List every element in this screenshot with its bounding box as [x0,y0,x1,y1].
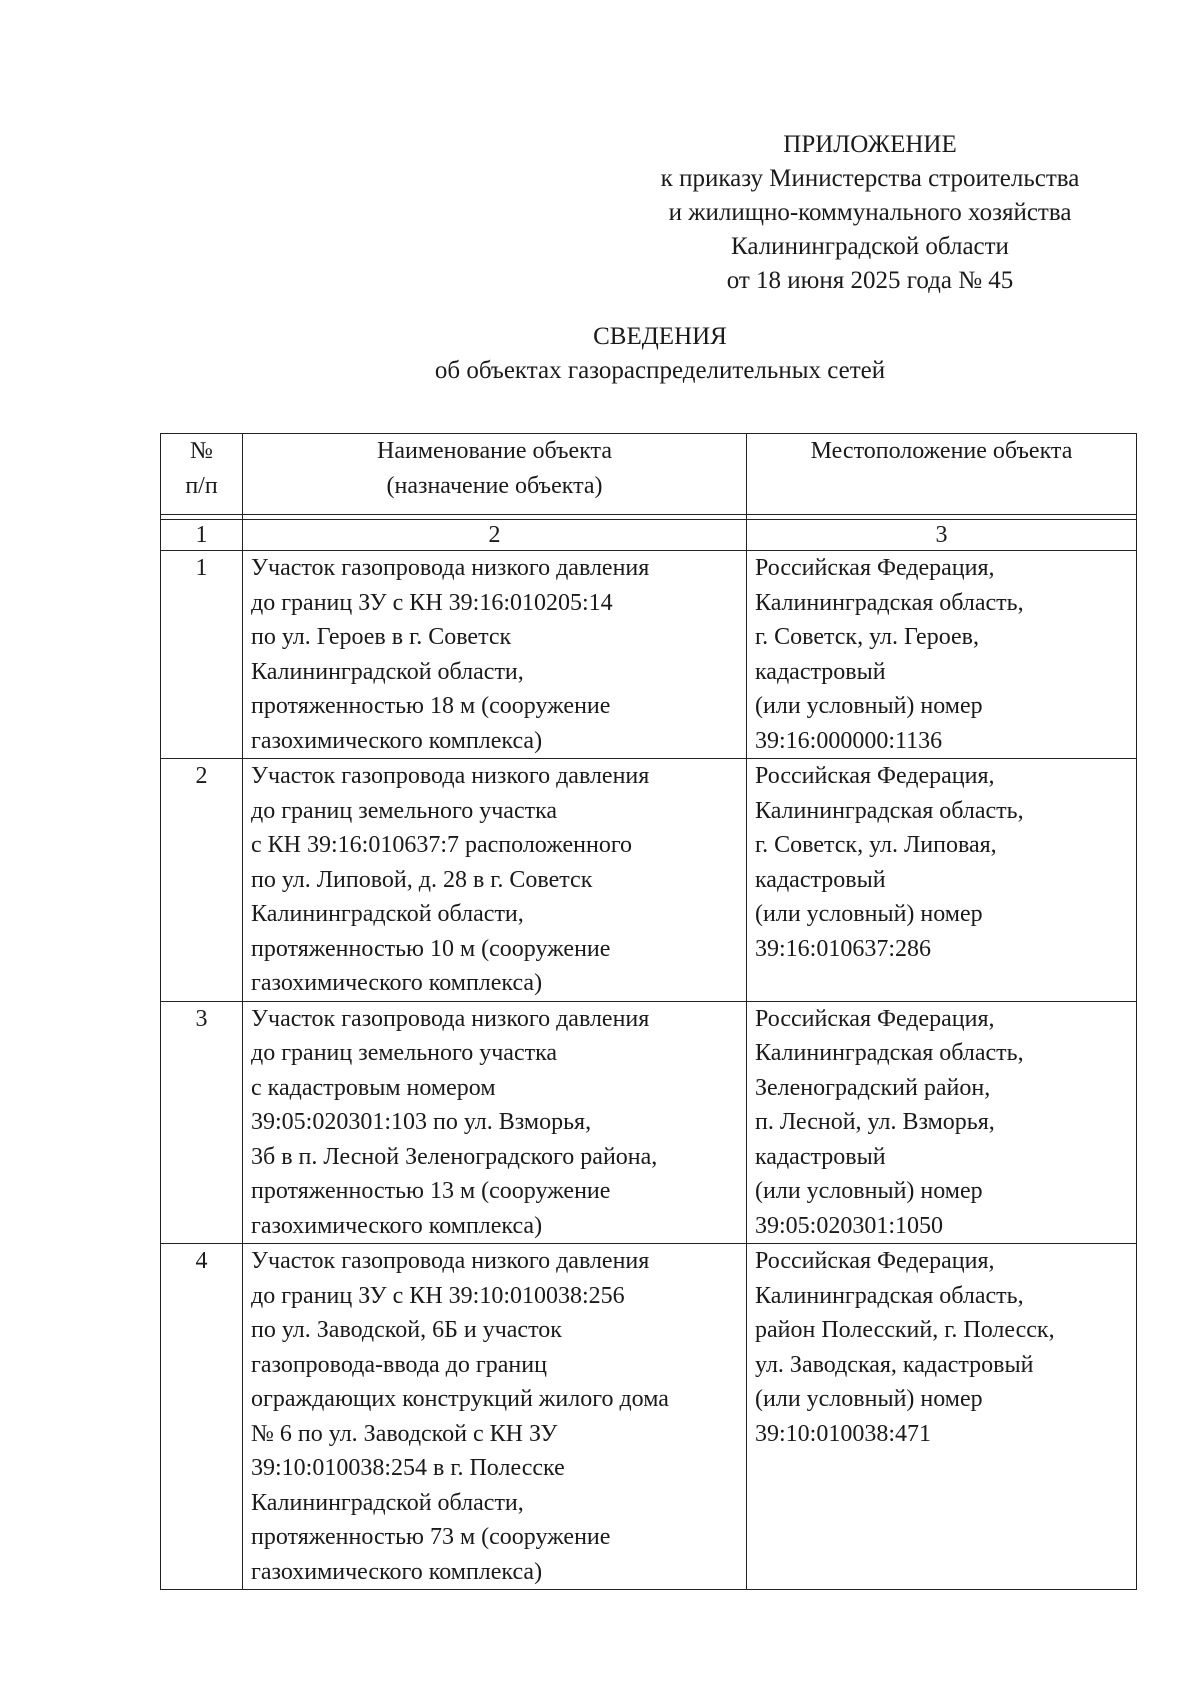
object-location-line: (или условный) номер [755,1386,983,1412]
object-location-line: кадастровый [755,866,886,893]
object-location-line: Российская Федерация, [755,1248,995,1274]
column-number-row [161,520,1137,551]
header-num: № п/п [161,434,243,515]
object-name-cell [243,1001,747,1244]
object-location-cell [747,759,1137,1002]
object-location-line: Калининградская область, [755,589,1024,616]
column-number: 1 [161,520,243,551]
object-location-line: кадастровый [755,658,886,685]
appendix-label: ПРИЛОЖЕНИЕ [783,131,957,158]
row-number: 3 [161,1001,243,1244]
object-name-line: газохимического комплекса) [251,1212,543,1239]
object-name-line: 3б в п. Лесной Зеленоградского района, [251,1143,658,1170]
object-name-line: до границ земельного участка [251,797,558,824]
object-location-line: (или условный) номер [755,901,983,927]
object-name-line: по ул. Липовой, д. 28 в г. Советск [251,866,593,893]
object-location-line: г. Советск, ул. Героев, [755,624,979,650]
object-location-line: 39:05:020301:1050 [755,1212,944,1239]
object-name-line: Участок газопровода низкого давления [251,555,650,581]
object-location-cell [747,1001,1137,1244]
object-name-line: ограждающих конструкций жилого дома [251,1386,669,1412]
object-name-line: Участок газопровода низкого давления [251,763,650,789]
object-name-line: протяженностью 13 м (сооружение [251,1178,611,1204]
object-name-line: до границ ЗУ с КН 39:10:010038:256 [251,1282,625,1309]
object-name-line: по ул. Героев в г. Советск [251,624,512,650]
object-location-cell [747,1244,1137,1590]
row-number: 1 [161,551,243,759]
object-location-line: Калининградская область, [755,1282,1024,1309]
appendix-date-line: от 18 июня 2025 года № 45 [726,267,1014,294]
object-name-line: протяженностью 18 м (сооружение [251,693,611,719]
object-name-cell [243,551,747,759]
object-name-line: Калининградской области, [251,658,524,685]
object-location-line: 39:16:000000:1136 [755,727,943,754]
object-location-line: Российская Федерация, [755,1005,995,1032]
object-name-line: Участок газопровода низкого давления [251,1248,650,1274]
row-number: 4 [161,1244,243,1590]
table-row [161,1244,1137,1590]
objects-table [160,433,1137,1590]
object-name-line: до границ ЗУ с КН 39:16:010205:14 [251,589,613,616]
object-location-line: Калининградская область, [755,1040,1024,1066]
appendix-order-line: к приказу Министерства строительства [660,165,1080,192]
table-body [161,551,1137,1590]
object-location-line: 39:16:010637:286 [755,935,932,962]
table-header-row [161,434,1137,515]
object-location-line: Российская Федерация, [755,555,995,581]
object-name-line: газохимического комплекса) [251,727,543,754]
object-name-line: 39:05:020301:103 по ул. Взморья, [251,1109,592,1135]
object-location-line: п. Лесной, ул. Взморья, [755,1109,995,1135]
object-location-line: Зеленоградский район, [755,1074,991,1101]
object-name-line: № 6 по ул. Заводской с КН ЗУ [251,1420,558,1447]
object-name-line: Калининградской области, [251,901,524,927]
object-name-line: по ул. Заводской, 6Б и участок [251,1317,562,1343]
object-name-line: газохимического комплекса) [251,1558,543,1585]
object-location-line: Калининградская область, [755,797,1024,824]
appendix-block [600,128,1140,298]
object-name-line: 39:10:010038:254 в г. Полесске [251,1455,565,1481]
object-location-line: Российская Федерация, [755,763,995,789]
object-location-cell [747,551,1137,759]
column-number: 2 [243,520,747,551]
appendix-ministry-line: и жилищно-коммунального хозяйства [668,199,1072,226]
object-name-line: с КН 39:16:010637:7 расположенного [251,832,633,858]
header-location: Местоположение объекта [747,434,1137,515]
object-location-line: (или условный) номер [755,693,983,719]
table-row [161,1001,1137,1244]
column-number: 3 [747,520,1137,551]
object-location-line: г. Советск, ул. Липовая, [755,832,997,858]
object-location-line: район Полесский, г. Полесск, [755,1317,1055,1343]
object-name-cell [243,759,747,1002]
appendix-region-line: Калининградской области [731,233,1009,260]
object-name-line: протяженностью 10 м (сооружение [251,935,611,962]
object-name-line: до границ земельного участка [251,1040,558,1066]
object-name-line: Калининградской области, [251,1489,524,1516]
object-name-line: Участок газопровода низкого давления [251,1005,650,1032]
object-location-line: 39:10:010038:471 [755,1420,932,1447]
object-name-cell [243,1244,747,1590]
title-subtitle: об объектах газораспределительных сетей [434,357,886,384]
table-row [161,759,1137,1002]
object-location-line: кадастровый [755,1143,886,1170]
header-name: Наименование объекта (назначение объекта) [243,434,747,515]
object-name-line: протяженностью 73 м (сооружение [251,1524,611,1550]
object-location-line: ул. Заводская, кадастровый [755,1351,1034,1378]
object-location-line: (или условный) номер [755,1178,983,1204]
document-title [300,320,1020,388]
row-number: 2 [161,759,243,1002]
table-row [161,551,1137,759]
object-name-line: с кадастровым номером [251,1074,496,1101]
object-name-line: газопровода-ввода до границ [251,1351,547,1378]
object-name-line: газохимического комплекса) [251,970,543,996]
title-main: СВЕДЕНИЯ [593,323,727,350]
